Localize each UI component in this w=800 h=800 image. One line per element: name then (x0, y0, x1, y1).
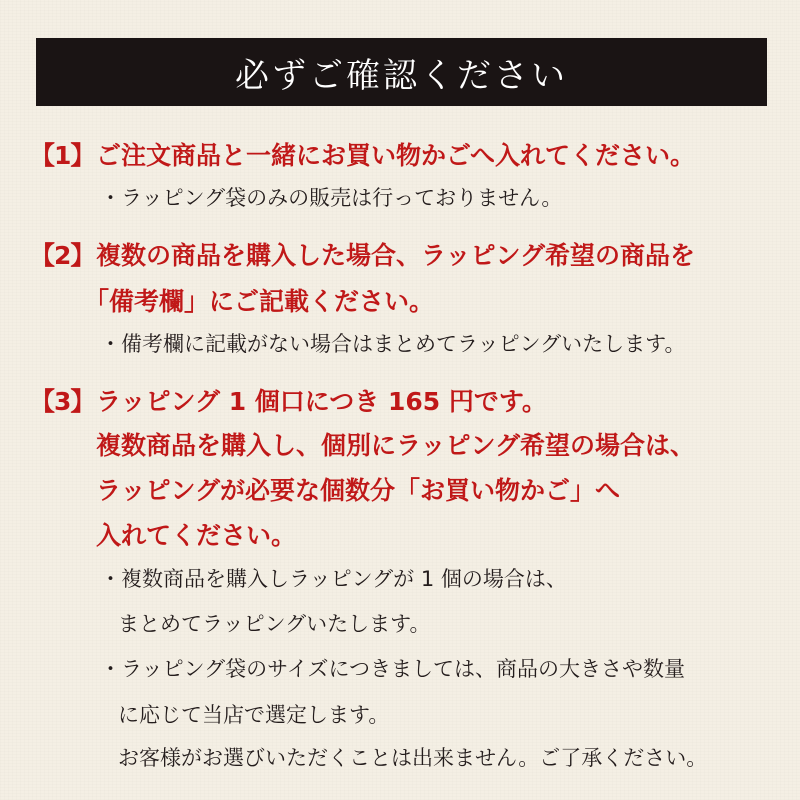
section-2-note: ・備考欄に記載がない場合はまとめてラッピングいたします。 (100, 332, 686, 356)
section-3-note-1: ・複数商品を購入しラッピングが 1 個の場合は、 (100, 567, 567, 591)
section-3-note-3: お客様がお選びいただくことは出来ません。ご了承ください。 (118, 746, 708, 770)
section-2-heading-line-1: 複数の商品を購入した場合、ラッピング希望の商品を (96, 241, 696, 270)
section-1-heading: ご注文商品と一緒にお買い物かごへ入れてください。 (96, 141, 696, 170)
section-2-heading-line-2: 「備考欄」にご記載ください。 (84, 287, 435, 316)
section-3-note-1-cont: まとめてラッピングいたします。 (118, 612, 431, 636)
section-3-heading-line-2: 複数商品を購入し、個別にラッピング希望の場合は、 (96, 431, 696, 460)
section-3-note-2-cont: に応じて当店で選定します。 (118, 703, 390, 727)
section-3-heading-line-1: ラッピング 1 個口につき 165 円です。 (96, 387, 547, 416)
notice-banner (36, 38, 767, 106)
section-2-number: 【2】 (30, 241, 95, 270)
section-3-heading-line-4: 入れてください。 (96, 521, 297, 550)
section-1-number: 【1】 (30, 141, 95, 170)
banner-title: 必ずご確認ください (235, 55, 568, 96)
section-3-note-2: ・ラッピング袋のサイズにつきましては、商品の大きさや数量 (100, 657, 686, 681)
section-3-number: 【3】 (30, 387, 95, 416)
section-3-heading-line-3: ラッピングが必要な個数分「お買い物かご」へ (96, 476, 621, 505)
section-1-note: ・ラッピング袋のみの販売は行っておりません。 (100, 186, 563, 210)
